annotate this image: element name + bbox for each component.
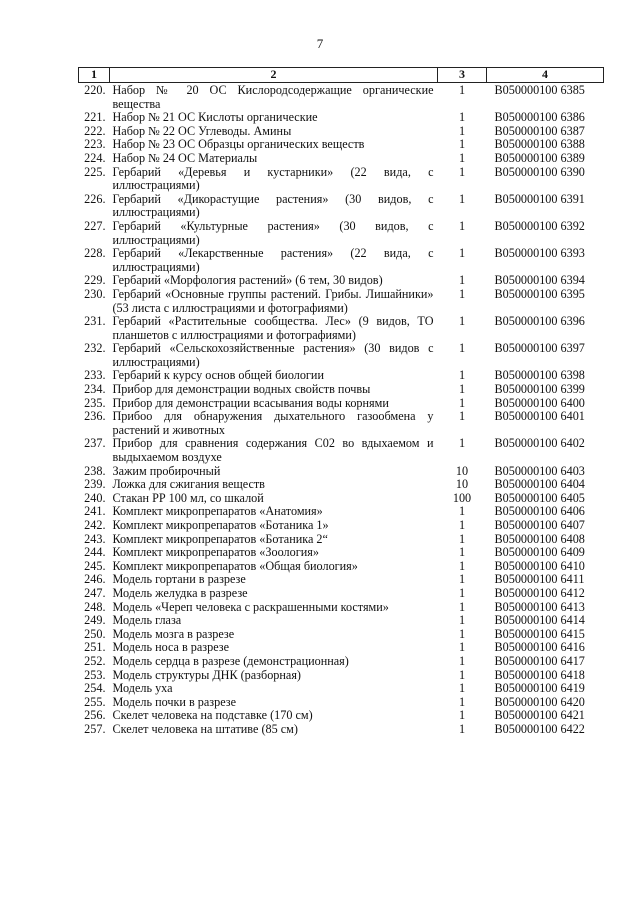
item-number: 249. bbox=[84, 613, 106, 628]
item-number: 225. bbox=[84, 164, 106, 179]
table-row bbox=[79, 383, 604, 397]
header-col-4: 4 bbox=[487, 68, 604, 83]
item-code: В050000100 6413 bbox=[494, 599, 585, 614]
item-number: 231. bbox=[84, 314, 106, 329]
item-name: Комплект микропрепаратов «Анатомия» bbox=[112, 504, 323, 519]
item-name: Гербарий «Деревья и кустарники» (22 вида, с иллюстрациями) bbox=[112, 164, 434, 193]
item-code: В050000100 6410 bbox=[494, 558, 585, 573]
item-quantity: 1 bbox=[458, 341, 466, 356]
table-row bbox=[79, 628, 604, 642]
table-row bbox=[79, 410, 604, 437]
item-name: Комплект микропрепаратов «Общая биология» bbox=[112, 558, 358, 573]
item-code: В050000100 6403 bbox=[494, 463, 585, 478]
item-code: В050000100 6422 bbox=[494, 721, 585, 736]
item-number: 246. bbox=[84, 572, 106, 587]
item-name: Гербарий «Лекарственные растения» (22 вида, с иллюстрациями) bbox=[112, 246, 434, 274]
item-name: Прибор для демонстрации всасывания воды корнями bbox=[112, 395, 389, 410]
item-name: Стакан РР 100 мл, со шкалой bbox=[112, 490, 264, 505]
item-code: В050000100 6411 bbox=[494, 572, 585, 587]
table-row bbox=[79, 519, 604, 533]
table-row bbox=[79, 315, 604, 342]
item-quantity: 1 bbox=[458, 150, 466, 165]
item-number: 245. bbox=[84, 558, 106, 573]
item-number: 256. bbox=[84, 708, 106, 723]
item-quantity: 1 bbox=[458, 286, 466, 301]
item-number: 224. bbox=[84, 150, 106, 165]
item-quantity: 1 bbox=[458, 518, 466, 532]
item-number: 229. bbox=[84, 273, 106, 288]
item-name: Модель носа в разрезе bbox=[112, 640, 230, 655]
item-code: В050000100 6408 bbox=[494, 531, 585, 546]
item-quantity: 1 bbox=[458, 164, 466, 179]
table-row bbox=[79, 573, 604, 587]
item-number: 230. bbox=[84, 286, 106, 301]
item-number: 222. bbox=[84, 123, 106, 138]
item-code: В050000100 6387 bbox=[494, 123, 585, 138]
item-code: В050000100 6398 bbox=[494, 368, 585, 383]
item-code: В050000100 6399 bbox=[494, 382, 585, 397]
item-quantity: 1 bbox=[458, 531, 466, 546]
item-quantity: 1 bbox=[458, 123, 466, 138]
item-quantity: 1 bbox=[458, 273, 466, 288]
item-name: Набор № 24 ОС Материалы bbox=[112, 150, 258, 165]
table-row bbox=[79, 342, 604, 369]
header-col-2: 2 bbox=[110, 68, 438, 83]
item-quantity: 1 bbox=[458, 545, 466, 560]
item-quantity: 1 bbox=[458, 436, 466, 451]
table-row bbox=[79, 138, 604, 152]
item-number: 252. bbox=[84, 653, 106, 668]
page-number: 7 bbox=[316, 36, 324, 51]
item-name: Прибор для сравнения содержания С02 во вдыхаемом и выдыхаемом воздухе bbox=[112, 436, 434, 465]
table-row bbox=[79, 193, 604, 220]
item-number: 232. bbox=[84, 341, 106, 356]
table-row bbox=[79, 709, 604, 723]
table-row bbox=[79, 587, 604, 601]
item-quantity: 1 bbox=[458, 681, 466, 696]
header-col-1: 1 bbox=[79, 68, 110, 83]
item-number: 253. bbox=[84, 667, 106, 682]
item-name: Модель глаза bbox=[112, 613, 182, 628]
table-row bbox=[79, 125, 604, 139]
table-row bbox=[79, 83, 604, 112]
item-code: В050000100 6386 bbox=[494, 110, 585, 125]
item-quantity: 1 bbox=[458, 653, 466, 668]
item-name: Модель желудка в разрезе bbox=[112, 585, 248, 600]
item-name: Комплект микропрепаратов «Ботаника 1» bbox=[112, 518, 329, 532]
table-row bbox=[79, 111, 604, 125]
item-quantity: 1 bbox=[458, 382, 466, 397]
table-row bbox=[79, 465, 604, 479]
item-code: В050000100 6419 bbox=[494, 681, 585, 696]
item-code: В050000100 6414 bbox=[494, 613, 585, 628]
item-code: В050000100 6418 bbox=[494, 667, 585, 682]
item-name: Гербарий «Сельскохозяйственные растения» (30 видов с иллюстрациями) bbox=[112, 341, 434, 369]
item-quantity: 1 bbox=[458, 368, 466, 383]
item-quantity: 1 bbox=[458, 572, 466, 587]
header-col-3: 3 bbox=[438, 68, 487, 83]
item-number: 251. bbox=[84, 640, 106, 655]
item-number: 244. bbox=[84, 545, 106, 560]
item-name: Набор № 20 ОС Кислородсодержащие органические вещества bbox=[112, 83, 434, 111]
item-quantity: 1 bbox=[458, 708, 466, 723]
item-name: Скелет человека на подставке (170 см) bbox=[112, 708, 313, 723]
item-quantity: 10 bbox=[455, 477, 469, 492]
item-name: Набор № 21 ОС Кислоты органические bbox=[112, 110, 318, 125]
table-row bbox=[79, 247, 604, 274]
table-row bbox=[79, 641, 604, 655]
item-code: В050000100 6416 bbox=[494, 640, 585, 655]
item-number: 226. bbox=[84, 191, 106, 206]
table-row bbox=[79, 478, 604, 492]
table-row bbox=[79, 369, 604, 383]
item-code: В050000100 6406 bbox=[494, 504, 585, 519]
item-name: Набор № 22 ОС Углеводы. Амины bbox=[112, 123, 292, 138]
item-number: 223. bbox=[84, 137, 106, 152]
item-number: 247. bbox=[84, 585, 106, 600]
item-number: 257. bbox=[84, 721, 106, 736]
item-name: Гербарий «Основные группы растений. Грибы. Лишайники» (53 листа с иллюстрациями и фотографиями) bbox=[112, 286, 434, 315]
table-row bbox=[79, 274, 604, 288]
item-code: В050000100 6409 bbox=[494, 545, 585, 560]
item-quantity: 1 bbox=[458, 613, 466, 628]
item-name: Ложка для сжигания веществ bbox=[112, 477, 265, 492]
item-code: В050000100 6392 bbox=[494, 218, 585, 233]
item-quantity: 1 bbox=[458, 667, 466, 682]
item-number: 250. bbox=[84, 626, 106, 641]
table-row bbox=[79, 655, 604, 669]
table-row bbox=[79, 560, 604, 574]
table-row bbox=[79, 166, 604, 193]
items-table bbox=[78, 67, 604, 737]
item-code: В050000100 6415 bbox=[494, 626, 585, 641]
item-code: В050000100 6395 bbox=[494, 286, 585, 301]
item-quantity: 1 bbox=[458, 504, 466, 519]
item-quantity: 1 bbox=[458, 599, 466, 614]
item-name: Гербарий «Дикорастущие растения» (30 видов, с иллюстрациями) bbox=[112, 191, 434, 220]
table-row bbox=[79, 682, 604, 696]
item-quantity: 1 bbox=[458, 314, 466, 329]
table-row bbox=[79, 492, 604, 506]
table-row bbox=[79, 533, 604, 547]
table-row bbox=[79, 288, 604, 315]
item-number: 242. bbox=[84, 518, 106, 532]
item-name: Зажим пробирочный bbox=[112, 463, 221, 478]
item-quantity: 100 bbox=[452, 490, 472, 505]
item-quantity: 1 bbox=[458, 191, 466, 206]
item-number: 240. bbox=[84, 490, 106, 505]
item-number: 233. bbox=[84, 368, 106, 383]
item-name: Модель «Череп человека с раскрашенными костями» bbox=[112, 599, 389, 614]
item-quantity: 1 bbox=[458, 558, 466, 573]
item-code: В050000100 6390 bbox=[494, 164, 585, 179]
item-name: Модель гортани в разрезе bbox=[112, 572, 246, 587]
item-quantity: 1 bbox=[458, 640, 466, 655]
item-name: Модель мозга в разрезе bbox=[112, 626, 235, 641]
item-quantity: 1 bbox=[458, 83, 466, 97]
item-name: Гербарий «Растительные сообщества. Лес» (9 видов, ТО планшетов с иллюстрациями и фотографиями) bbox=[112, 314, 434, 342]
item-number: 243. bbox=[84, 531, 106, 546]
table-header-row bbox=[79, 68, 604, 83]
item-code: В050000100 6412 bbox=[494, 585, 585, 600]
item-code: В050000100 6400 bbox=[494, 395, 585, 410]
table-body bbox=[79, 83, 604, 737]
table-row bbox=[79, 696, 604, 710]
item-code: В050000100 6397 bbox=[494, 341, 585, 356]
table-row bbox=[79, 505, 604, 519]
item-name: Гербарий «Морфология растений» (6 тем, 30 видов) bbox=[112, 273, 383, 288]
item-number: 255. bbox=[84, 694, 106, 709]
item-number: 235. bbox=[84, 395, 106, 410]
item-name: Модель уха bbox=[112, 681, 173, 696]
item-quantity: 1 bbox=[458, 137, 466, 152]
item-name: Модель структуры ДНК (разборная) bbox=[112, 667, 301, 682]
item-code: В050000100 6404 bbox=[494, 477, 585, 492]
item-number: 227. bbox=[84, 218, 106, 233]
item-number: 234. bbox=[84, 382, 106, 397]
item-quantity: 1 bbox=[458, 110, 466, 125]
item-code: В050000100 6420 bbox=[494, 694, 585, 709]
item-name: Комплект микропрепаратов «Зоология» bbox=[112, 545, 319, 560]
table-row bbox=[79, 546, 604, 560]
item-number: 241. bbox=[84, 504, 106, 519]
item-quantity: 1 bbox=[458, 395, 466, 410]
item-number: 220. bbox=[84, 83, 106, 97]
item-number: 236. bbox=[84, 409, 106, 424]
table-row bbox=[79, 601, 604, 615]
table-row bbox=[79, 152, 604, 166]
item-number: 239. bbox=[84, 477, 106, 492]
item-name: Прибор для демонстрации водных свойств почвы bbox=[112, 382, 371, 397]
item-name: Модель почки в разрезе bbox=[112, 694, 236, 709]
item-number: 254. bbox=[84, 681, 106, 696]
item-quantity: 10 bbox=[455, 463, 469, 478]
item-quantity: 1 bbox=[458, 694, 466, 709]
table-row bbox=[79, 723, 604, 737]
item-code: В050000100 6405 bbox=[494, 490, 585, 505]
item-number: 221. bbox=[84, 110, 106, 125]
item-code: В050000100 6388 bbox=[494, 137, 585, 152]
item-quantity: 1 bbox=[458, 218, 466, 233]
item-code: В050000100 6396 bbox=[494, 314, 585, 329]
item-code: В050000100 6407 bbox=[494, 518, 585, 532]
item-number: 228. bbox=[84, 246, 106, 261]
table-row bbox=[79, 437, 604, 464]
table-row bbox=[79, 220, 604, 247]
item-code: В050000100 6389 bbox=[494, 150, 585, 165]
item-name: Гербарий «Культурные растения» (30 видов, с иллюстрациями) bbox=[112, 218, 434, 247]
item-code: В050000100 6417 bbox=[494, 653, 585, 668]
item-name: Скелет человека на штативе (85 см) bbox=[112, 721, 298, 736]
table-row bbox=[79, 669, 604, 683]
item-quantity: 1 bbox=[458, 626, 466, 641]
item-code: В050000100 6393 bbox=[494, 246, 585, 261]
item-name: Комплект микропрепаратов «Ботаника 2“ bbox=[112, 531, 328, 546]
item-quantity: 1 bbox=[458, 246, 466, 261]
table-row bbox=[79, 397, 604, 411]
item-code: В050000100 6401 bbox=[494, 409, 585, 424]
item-number: 238. bbox=[84, 463, 106, 478]
item-name: Набор № 23 ОС Образцы органических веществ bbox=[112, 137, 365, 152]
table-row bbox=[79, 614, 604, 628]
item-quantity: 1 bbox=[458, 409, 466, 424]
item-code: В050000100 6391 bbox=[494, 191, 585, 206]
item-quantity: 1 bbox=[458, 721, 466, 736]
item-number: 237. bbox=[84, 436, 106, 451]
item-name: Гербарий к курсу основ общей биологии bbox=[112, 368, 324, 383]
item-number: 248. bbox=[84, 599, 106, 614]
item-quantity: 1 bbox=[458, 585, 466, 600]
item-code: В050000100 6421 bbox=[494, 708, 585, 723]
item-code: В050000100 6402 bbox=[494, 436, 585, 451]
item-name: Модель сердца в разрезе (демонстрационная) bbox=[112, 653, 349, 668]
item-name: Прибоо для обнаружения дыхательного газообмена у растений и животных bbox=[112, 409, 434, 437]
item-code: В050000100 6385 bbox=[494, 83, 585, 97]
item-code: В050000100 6394 bbox=[494, 273, 585, 288]
